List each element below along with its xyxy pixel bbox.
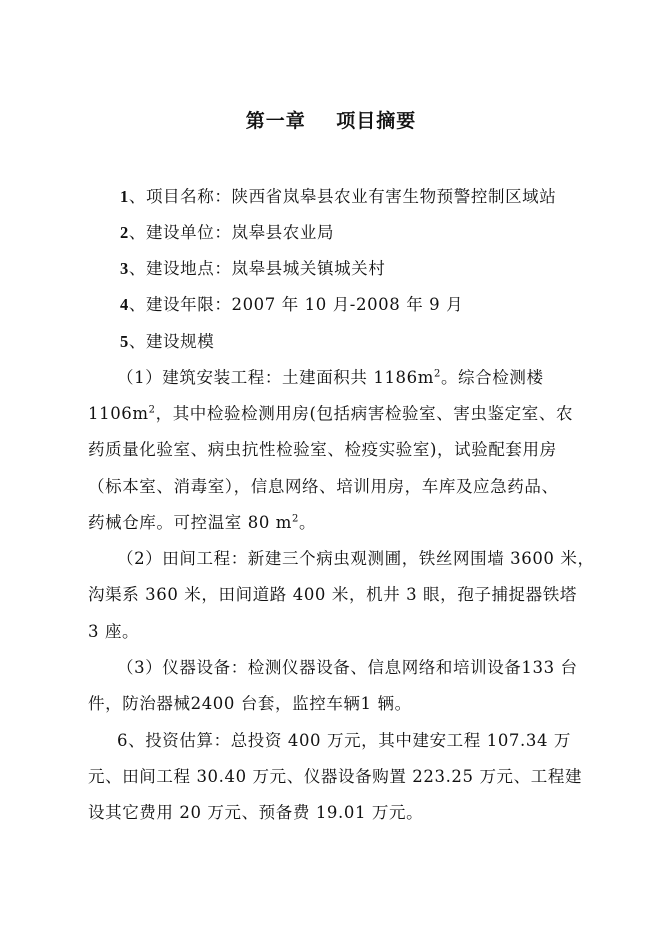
item-label: 、建设单位： xyxy=(128,223,232,242)
text-run: 药械仓库。可控温室 80 m xyxy=(88,513,293,532)
item-construction-site xyxy=(120,258,385,280)
paragraph-line: 件，防治器械2400 台套，监控车辆1 辆。 xyxy=(88,694,412,713)
item-construction-unit xyxy=(120,222,334,244)
paragraph-line: 元、田间工程 30.40 万元、仪器设备购置 223.25 万元、工程建 xyxy=(88,767,583,786)
chapter-title: 第一章 项目摘要 xyxy=(245,110,417,132)
item-label: 、建设规模 xyxy=(128,332,215,351)
item-value: 陕西省岚皋县农业有害生物预警控制区域站 xyxy=(231,187,557,206)
paragraph-line xyxy=(88,403,573,425)
item-project-name xyxy=(120,186,556,208)
text-run: 。 xyxy=(299,513,317,532)
item-construction-period xyxy=(120,294,463,316)
paragraph-line: 设其它费用 20 万元、预备费 19.01 万元。 xyxy=(88,803,424,822)
item-number: 5 xyxy=(120,332,129,351)
item-value: 岚皋县农业局 xyxy=(231,223,335,242)
superscript: 2 xyxy=(433,368,441,380)
item-label: 、项目名称： xyxy=(128,187,232,206)
superscript: 2 xyxy=(148,404,156,416)
text-run: 1106m xyxy=(88,404,149,423)
item-label: 、建设地点： xyxy=(128,259,232,278)
item-number: 1 xyxy=(120,187,129,206)
item-number: 4 xyxy=(120,295,129,314)
paragraph-line: 沟渠系 360 米，田间道路 400 米，机井 3 眼，孢子捕捉器铁塔 xyxy=(88,585,577,604)
text-run: 。综合检测楼 xyxy=(440,368,544,387)
item-label: 、建设年限： xyxy=(128,295,232,314)
paragraph-line: 6、投资估算：总投资 400 万元，其中建安工程 107.34 万 xyxy=(117,731,572,750)
item-value: 2007 年 10 月-2008 年 9 月 xyxy=(231,295,464,314)
text-run: （1）建筑安装工程：土建面积共 1186m xyxy=(117,368,434,387)
superscript: 2 xyxy=(292,513,299,525)
item-value: 岚皋县城关镇城关村 xyxy=(231,259,386,278)
paragraph-line: 药质量化验室、病虫抗性检验室、检疫实验室)，试验配套用房 xyxy=(88,440,557,459)
paragraph-line: （标本室、消毒室），信息网络、培训用房，车库及应急药品、 xyxy=(88,477,559,496)
paragraph-line xyxy=(88,512,316,534)
item-construction-scale xyxy=(120,331,214,353)
text-run: ，其中检验检测用房(包括病害检验室、害虫鉴定室、农 xyxy=(155,404,574,423)
item-number: 2 xyxy=(120,223,129,242)
paragraph-line: （2）田间工程：新建三个病虫观测圃，铁丝网围墙 3600 米， xyxy=(117,549,595,568)
paragraph-line xyxy=(117,367,544,389)
paragraph-line: 3 座。 xyxy=(88,622,140,641)
item-number: 3 xyxy=(120,259,129,278)
paragraph-line: （3）仪器设备：检测仪器设备、信息网络和培训设备133 台 xyxy=(117,658,578,677)
